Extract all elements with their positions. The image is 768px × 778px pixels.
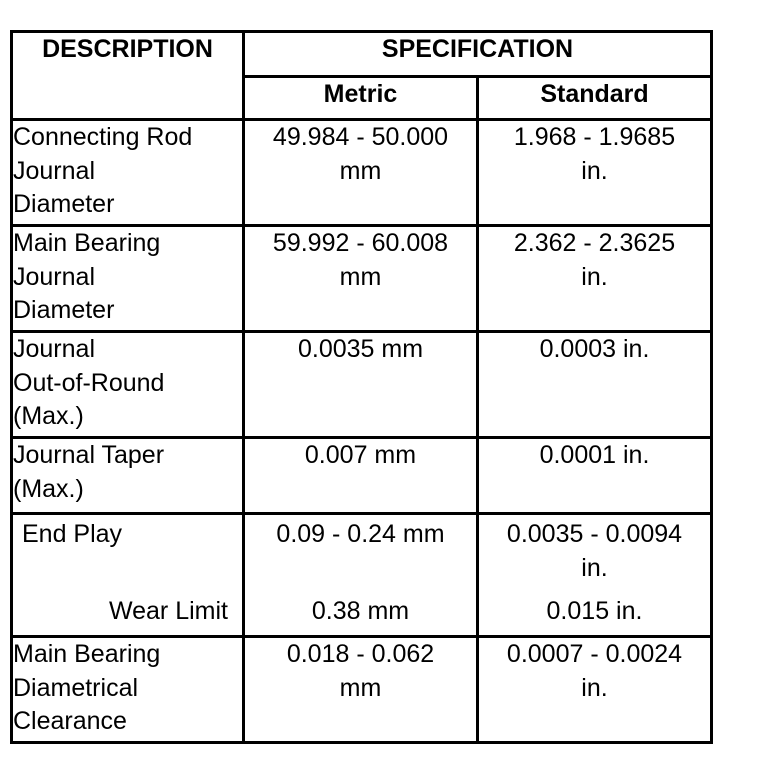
metric-line: 59.992 - 60.008 <box>272 229 449 257</box>
specification-table <box>10 30 713 744</box>
standard-line: in. <box>581 262 608 291</box>
table-row <box>12 332 712 438</box>
description-line: Journal <box>13 156 95 185</box>
row-metric <box>244 637 478 743</box>
metric-line: 49.984 - 50.000 <box>272 123 449 151</box>
standard-line: in. <box>581 673 608 702</box>
row-metric <box>244 332 478 438</box>
metric-line: mm <box>339 673 382 702</box>
standard-line: in. <box>581 553 608 582</box>
row-description <box>12 332 244 438</box>
row-standard <box>478 514 712 637</box>
row-standard <box>478 637 712 743</box>
description-line: Out-of-Round <box>13 368 165 397</box>
table-row <box>12 226 712 332</box>
metric-line: 0.007 mm <box>304 441 417 469</box>
description-line: Journal Taper <box>13 441 165 469</box>
description-line: (Max.) <box>13 402 84 430</box>
standard-line: 0.0007 - 0.0024 <box>506 640 683 668</box>
table-row <box>12 120 712 226</box>
row-metric <box>244 438 478 514</box>
standard-line: 0.0003 in. <box>539 335 650 363</box>
description-line: End Play <box>22 520 123 548</box>
standard-line: in. <box>581 156 608 185</box>
header-metric: Metric <box>244 77 478 120</box>
standard-line: 2.362 - 2.3625 <box>513 229 676 257</box>
wear-limit-standard: 0.015 in. <box>546 597 643 625</box>
standard-line: 0.0035 - 0.0094 <box>506 520 683 548</box>
table-row <box>12 637 712 743</box>
metric-line: mm <box>339 156 382 185</box>
description-line: (Max.) <box>13 474 84 503</box>
metric-line: 0.0035 mm <box>297 335 424 363</box>
standard-line: 1.968 - 1.9685 <box>513 123 676 151</box>
row-description <box>12 226 244 332</box>
description-line: Main Bearing <box>13 640 161 668</box>
header-specification: SPECIFICATION <box>244 32 712 77</box>
description-line: Clearance <box>13 707 127 735</box>
row-description <box>12 438 244 514</box>
row-metric <box>244 226 478 332</box>
metric-line: 0.09 - 0.24 mm <box>276 520 445 548</box>
description-line: Diametrical <box>13 673 139 702</box>
description-line: Diameter <box>13 296 115 324</box>
row-standard <box>478 226 712 332</box>
standard-line: 0.0001 in. <box>539 441 650 469</box>
row-metric <box>244 514 478 637</box>
table-row <box>12 514 712 637</box>
metric-line: 0.018 - 0.062 <box>286 640 435 668</box>
wear-limit-metric: 0.38 mm <box>311 597 410 625</box>
row-description <box>12 120 244 226</box>
row-description <box>12 514 244 637</box>
row-standard <box>478 438 712 514</box>
row-description <box>12 637 244 743</box>
description-line: Diameter <box>13 190 115 218</box>
row-standard <box>478 120 712 226</box>
description-line: Journal <box>13 262 95 291</box>
header-description: DESCRIPTION <box>12 32 244 120</box>
row-standard <box>478 332 712 438</box>
description-line: Main Bearing <box>13 229 161 257</box>
description-line: Journal <box>13 335 95 363</box>
table-row <box>12 438 712 514</box>
wear-limit-label: Wear Limit <box>108 597 228 625</box>
row-metric <box>244 120 478 226</box>
metric-line: mm <box>339 262 382 291</box>
header-standard: Standard <box>478 77 712 120</box>
description-line: Connecting Rod <box>13 123 193 151</box>
